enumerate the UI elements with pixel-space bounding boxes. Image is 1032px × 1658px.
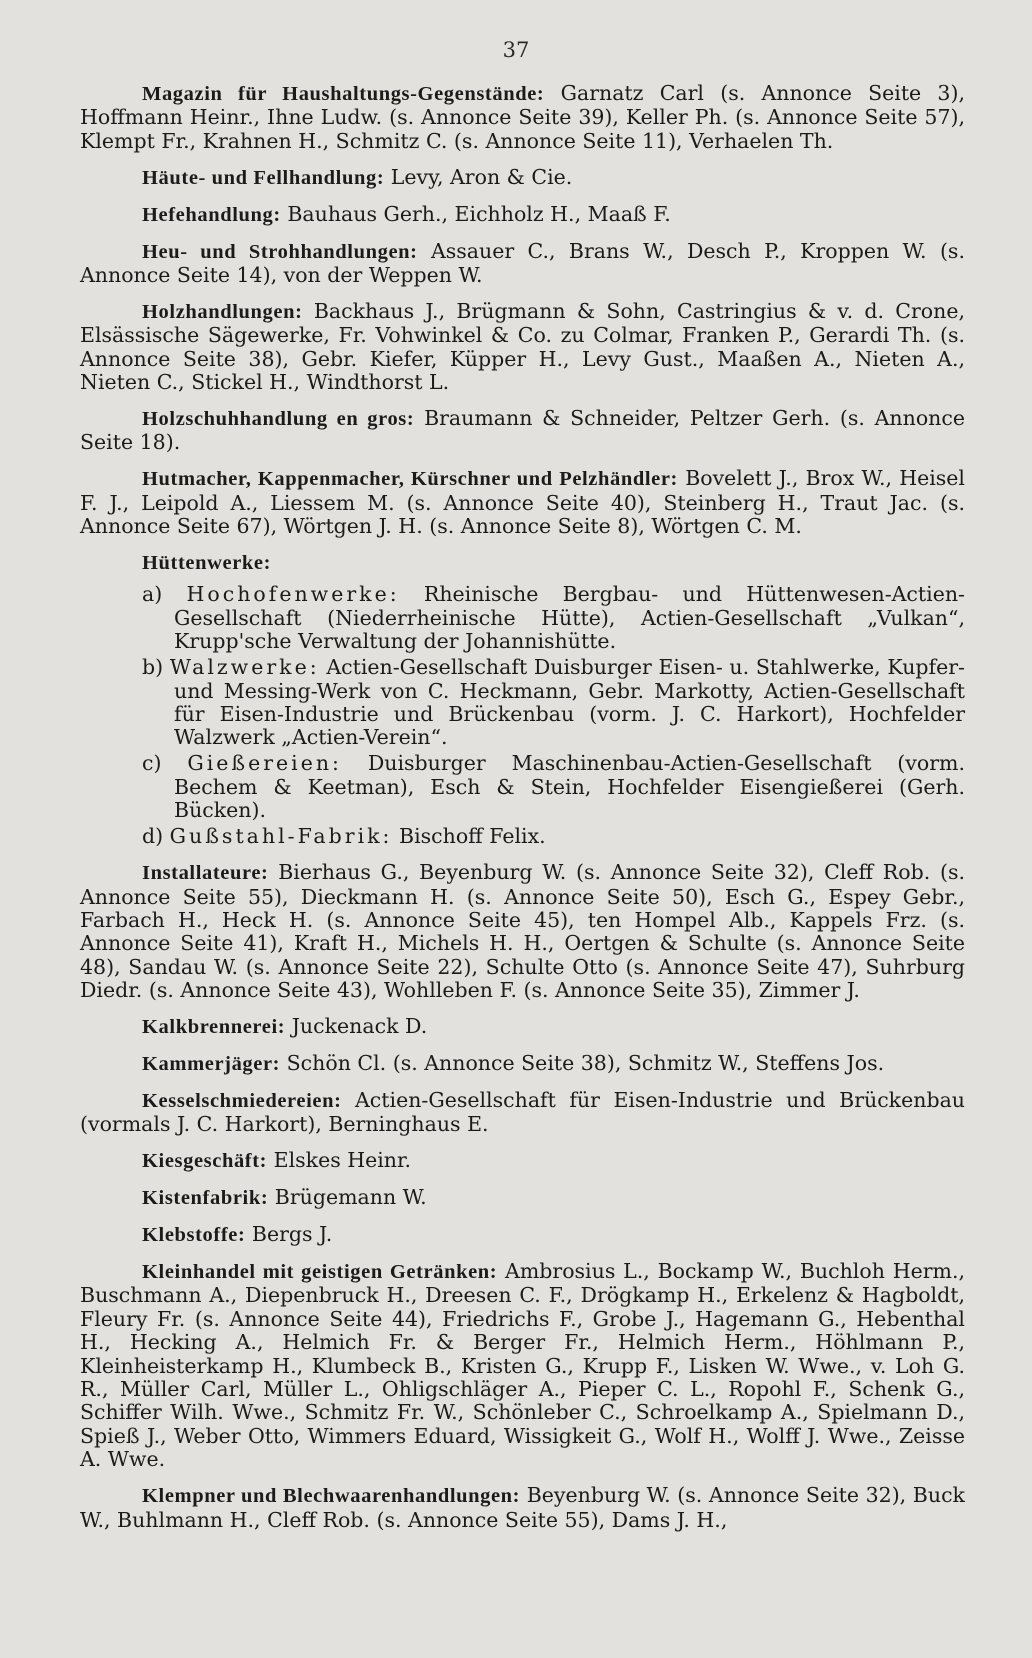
subentry-name: Gußstahl-Fabrik: [169,824,393,849]
entry-huettenwerke [80,551,965,575]
entry-text: Juckenack D. [291,1014,428,1039]
entry-klebstoffe [80,1223,965,1247]
directory-content [80,82,965,1532]
entry-text: Bovelett J., Brox W., Heisel F. J., Leipold A., Liessem M. (s. Annonce Seite 40), Steinberg H., Traut Jac. (s. Annonce Seite 67), Wörtgen J. H. (s. Annonce Seite 8), Wörtgen C. M. [80,466,965,539]
entry-text: Garnatz Carl (s. Annonce Seite 3), Hoffmann Heinr., Ihne Ludw. (s. Annonce Seite 39), Keller Ph. (s. Annonce Seite 57), Klempt Fr., Krahnen H., Schmitz C. (s. Annonce Seite 11), Verhaelen Th. [80,81,965,153]
subentry-name: Hochofenwerke: [186,582,400,607]
entry-klempner [80,1484,965,1532]
entry-heading: Kiesgeschäft: [142,1150,268,1173]
subentry-label: a) [142,582,163,607]
entry-text: Bergs J. [251,1222,333,1247]
entry-text: Levy, Aron & Cie. [390,164,573,189]
subentry-walzwerke [80,656,965,750]
subentry-label: d) [142,824,164,849]
entry-text: Elskes Heinr. [273,1148,412,1173]
subentry-label: b) [142,655,164,680]
entry-text: Bauhaus Gerh., Eichholz H., Maaß F. [287,201,671,226]
entry-text: Braumann & Schneider, Peltzer Gerh. (s. Annonce Seite 18). [80,405,965,455]
page-number: 37 [502,38,530,62]
entry-heading: Holzschuhhandlung en gros: [142,407,415,430]
subentry-label: c) [142,751,162,776]
entry-text: Beyenburg W. (s. Annonce Seite 32), Buck W., Buhlmann H., Cleff Rob. (s. Annonce Seite 55), Dams J. H., [80,1483,965,1532]
subentry-text: Actien-Gesellschaft Duisburger Eisen- u. Stahlwerke, Kupfer- und Messing-Werk von C. Heckmann, Gebr. Markotty, Actien-Gesellschaft für Eisen-Industrie und Brückenbau (vorm. J. C. Harkort), Hochfelder Walzwerk „Actien-Verein“. [174,655,965,750]
entry-text: Actien-Gesellschaft für Eisen-Industrie und Brückenbau (vormals J. C. Harkort), Berninghaus E. [80,1087,965,1137]
entry-kleinhandel [80,1260,965,1472]
entry-text: Brügemann W. [274,1185,427,1210]
subentry-hochofenwerke [80,583,965,653]
entry-heading: Installateure: [142,862,269,885]
entry-heading: Häute- und Fellhandlung: [142,166,385,189]
subentry-text: Rheinische Bergbau- und Hüttenwesen-Actien-Gesellschaft (Niederrheinische Hütte), Actien-Gesellschaft „Vulkan“, Krupp'sche Verwaltung der Johannishütte. [174,582,965,654]
entry-kiesgeschaeft [80,1149,965,1173]
entry-heading: Kistenfabrik: [142,1187,269,1210]
entry-kesselschmiedereien [80,1089,965,1137]
entry-kistenfabrik [80,1186,965,1210]
entry-text: Schön Cl. (s. Annonce Seite 38), Schmitz W., Steffens Jos. [286,1051,885,1075]
entry-haeute [80,166,965,190]
entry-heading: Klebstoffe: [142,1224,246,1247]
subentry-giessereien [80,752,965,822]
entry-text: Bierhaus G., Beyenburg W. (s. Annonce Seite 32), Cleff Rob. (s. Annonce Seite 55), Dieckmann H. (s. Annonce Seite 50), Esch G., Espey Gebr., Farbach H., Heck H. (s. Annonce Seite 45), ten Hompel Alb., Kappels Frz. (s. Annonce Seite 41), Kraft H., Michels H. H., Oertgen & Schulte (s. Annonce Seite 48), Sandau W. (s. Annonce Seite 22), Schulte Otto (s. Annonce Seite 47), Suhrburg Diedr. (s. Annonce Seite 43), Wohlleben F. (s. Annonce Seite 35), Zimmer J. [80,860,965,1003]
entry-heading: Kammerjäger: [142,1053,281,1075]
entry-heading: Kalkbrennerei: [142,1016,286,1039]
entry-heading: Kesselschmiedereien: [142,1089,342,1112]
subentry-name: Walzwerke: [169,655,320,680]
entry-heading: Klempner und Blechwaarenhandlungen: [142,1485,521,1508]
entry-hutmacher [80,467,965,538]
subentry-gussstahl [80,825,965,848]
entry-haushaltungs [80,82,965,153]
entry-heading: Hefehandlung: [142,203,281,226]
entry-kalkbrennerei [80,1015,965,1039]
entry-heading: Magazin für Haushaltungs-Gegenstände: [142,83,545,105]
entry-text: Assauer C., Brans W., Desch P., Kroppen W. (s. Annonce Seite 14), von der Weppen W. [80,238,965,287]
entry-heu-stroh [80,240,965,288]
entry-holzschuh [80,407,965,455]
entry-heading: Heu- und Strohhandlungen: [142,240,418,263]
entry-installateure [80,861,965,1002]
entry-holzhandlungen [80,300,965,395]
entry-heading: Kleinhandel mit geistigen Getränken: [142,1260,498,1283]
entry-text: Ambrosius L., Bockamp W., Buchloh Herm., Buschmann A., Diepenbruck H., Dreesen C. F., Drögkamp H., Erkelenz & Hagboldt, Fleury Fr. (s. Annonce Seite 44), Friedrichs F., Grobe J., Hagemann G., Hebenthal H., Hecking A., Helmich Fr. & Berger Fr., Helmich Herm., Höhlmann P., Kleinheisterkamp H., Klumbeck B., Kristen G., Krupp F., Lisken W. Wwe., v. Loh G. R., Müller Carl, Müller L., Ohligschläger A., Pieper C. L., Ropohl F., Schenk G., Schiffer Wilh. Wwe., Schmitz Fr. W., Schönleber C., Schroelkamp A., Spielmann D., Spieß J., Weber Otto, Wimmers Eduard, Wissigkeit G., Wolf H., Wolff J. Wwe., Zeisse A. Wwe. [80,1258,965,1472]
entry-heading: Hüttenwerke: [142,552,272,574]
entry-hefe [80,203,965,227]
subentry-name: Gießereien: [187,751,342,776]
entry-heading: Holzhandlungen: [142,300,303,323]
entry-kammerjaeger [80,1052,965,1076]
subentry-text: Duisburger Maschinenbau-Actien-Gesellschaft (vorm. Bechem & Keetman), Esch & Stein, Hochfelder Eisengießerei (Gerh. Bücken). [174,751,965,823]
subentry-text: Bischoff Felix. [399,824,546,849]
entry-heading: Hutmacher, Kappenmacher, Kürschner und Pelzhändler: [142,468,678,491]
entry-text: Backhaus J., Brügmann & Sohn, Castringius & v. d. Crone, Elsässische Sägewerke, Fr. Vohwinkel & Co. zu Colmar, Franken P., Gerardi Th. (s. Annonce Seite 38), Gebr. Kiefer, Küpper H., Levy Gust., Maaßen A., Nieten A., Nieten C., Stickel H., Windthorst L. [80,298,965,395]
